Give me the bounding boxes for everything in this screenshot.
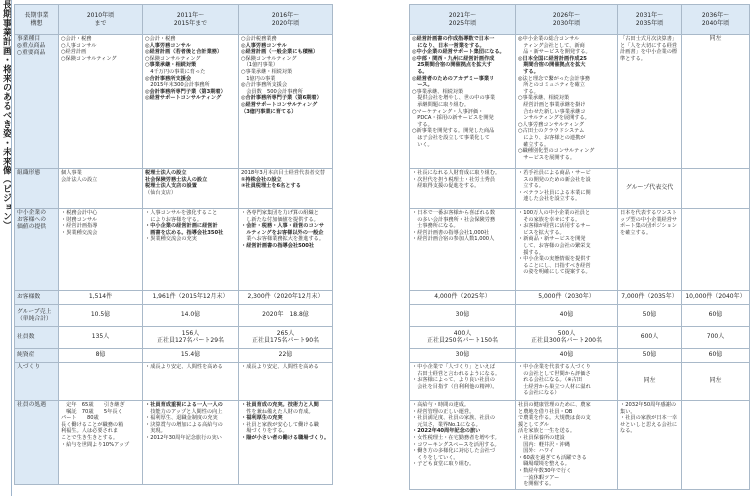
sales-value: 14.0億 [143, 305, 239, 327]
cell [618, 35, 682, 169]
cell-line: いく。 [412, 141, 433, 148]
cell-line: ・中小企業の経営計画に経営計 [145, 223, 218, 230]
cell-line: 画書を広める。指導会社350社 [145, 229, 224, 236]
cell-line: 「古田士式月次決算書」と「人を大切にする経営計画書」を中小企業の標準とする。 [620, 36, 678, 62]
cell-line: ・給与を世間より10%アップ [61, 441, 130, 448]
cell [516, 209, 618, 291]
assets-value: 22億 [239, 349, 333, 363]
cell-line: PDCA・採用の新サービスを開発 [412, 115, 494, 122]
cell-line: 25期間合宿の開催拠点を拡大す [412, 62, 492, 69]
cell-line: ンサルティングを展開する。 [518, 115, 590, 122]
staff-value: 500人 正社員300名パート200名 [516, 327, 618, 349]
cell-line: ○人事労務コンサルティング [518, 121, 584, 128]
assets-value: 30億 [410, 349, 516, 363]
cell [239, 169, 333, 209]
cell-line: ○事業承継、相続対策 [412, 88, 464, 95]
cell-line: 連した会社を設立する。 [518, 196, 581, 203]
cell-line: の会社として世間から評価さ [518, 370, 591, 377]
cell [410, 209, 516, 291]
cell [516, 363, 618, 401]
cell-line: くりをしていく。 [412, 454, 459, 461]
cell-line: 2015年末300会計事務所 [145, 82, 210, 89]
cell-line: ◎経営計画書の作成指導数で日本一 [412, 36, 495, 42]
cell-line: 古田士経営と言われるようになる。 [412, 370, 501, 377]
cell-line: ○保険コンサルティング [61, 55, 117, 62]
cell-line: ・中小企業で「人づくり」といえば [412, 364, 496, 370]
staff-value: 600人 [618, 327, 682, 349]
cell [410, 169, 516, 209]
cell-line: 所とのコミュニティを確立 [518, 82, 585, 89]
cell-line: （仙台支店） [145, 189, 177, 196]
cell-line: 国内：軽井沢・沖縄 [518, 441, 570, 448]
cell-line: ・高給与・時間の達成。 [412, 402, 470, 408]
customers-value: 4,000件（2025年） [410, 291, 516, 305]
cell-line: ・決算賞与の増加による高給与の [145, 421, 223, 428]
cell [516, 35, 618, 169]
cell-line: ◎中部・関西・九州に経営計画作成 [412, 55, 495, 62]
cell-line: ・2012年30周年記念旅行の実い [145, 434, 222, 441]
cell-line: 定年 65歳 引き継ぎ [61, 402, 125, 408]
cell-line: により、お客様との連携が [518, 134, 586, 141]
cell [682, 401, 750, 490]
header-2016-2020: 2016年〜 2020年頃 [239, 5, 333, 35]
cell-line: 技能力のアップと人間性の向上 [145, 408, 223, 415]
cell-line: ・福利厚生の充実 [241, 415, 283, 422]
staff-value: 700人 [682, 327, 750, 349]
cell-line: ○事業承継、相続対策 [518, 95, 570, 102]
cell-line: する。 [412, 121, 433, 128]
cell-line: ・会計・税務・人事・経営のコンサ [241, 223, 325, 230]
cell-line: ◎法と理念で繋がった会計事務 [518, 75, 590, 82]
cell-line: 国外：ハワイ [518, 448, 555, 455]
customers-value: 1,961件（2015年12月末） [143, 291, 239, 305]
cell-line: ・若手社員による商品・サービ [518, 170, 591, 176]
cell-line: 税理士法人の設立 [145, 170, 187, 176]
cell-line: ◎中小企業の経営サポート集団になる。 [412, 49, 505, 56]
cell-line: 日本を代表するワンストップ型の中小企業経営サポート集の団ポジションを確立する。 [620, 210, 678, 236]
cell-line: ・福利厚生、退職金制度の充実 [145, 415, 218, 422]
cell-line: 経取得支援の促進をする。 [412, 183, 480, 190]
people-value: ・成長より安定、人間性を高める [239, 363, 333, 401]
cell [59, 401, 143, 485]
cell-line: ・異業種交流会の充実 [145, 236, 197, 243]
cell-line: 業へお客様業務拡大を推進する。 [241, 236, 325, 243]
cell-line: ・社員保養所の建設 [518, 434, 565, 441]
cell [143, 169, 239, 209]
cell-line: ・60歳を過ぎても活躍できる [518, 454, 587, 461]
cell-line: スの開発のための新会社を設 [518, 176, 591, 183]
cell-line: ・社員満足度、社員の家族、社員の [412, 415, 496, 422]
cell-line: 4千万円の事業に育った [145, 68, 206, 75]
cell-line: グループ代表交代 [625, 184, 674, 192]
cell-line: ◎経営計画（若者後と合計業務） [145, 49, 223, 56]
cell-line: 立する。 [518, 183, 544, 190]
cell [618, 169, 682, 209]
row-label-treatment: 社員の処遇 [15, 401, 59, 485]
customers-value: 5,000件（2030年） [516, 291, 618, 305]
cell [239, 35, 333, 169]
cell-line: ・異業種交流会 [61, 229, 98, 236]
cell [682, 363, 750, 401]
cell-line: 同左 [709, 377, 722, 385]
sales-value: 2020年 18.8億 [239, 305, 333, 327]
row-label-value: 中小企業の お客様への 価値の提供 [15, 209, 59, 291]
cell-line: ◎人事労務コンサル [145, 42, 191, 49]
cell-line: （3億円事業に育てる） [241, 108, 297, 115]
cell-line: ・経営管理の正しい運営。 [412, 408, 475, 415]
people-value [59, 363, 143, 401]
cell [143, 35, 239, 169]
header-2010: 2010年頃 まで [59, 5, 143, 35]
cell [682, 35, 750, 169]
cell-line: る。 [412, 68, 428, 75]
cell-line: 会計法人の設立 [61, 176, 98, 183]
cell-line: ◎人事労務コンサル [241, 42, 287, 49]
cell-line: 援としてグル [518, 421, 549, 428]
cell-line: ○会計税務業務 [241, 36, 277, 42]
cell [59, 169, 143, 209]
cell-line: ビスを拡大する。 [518, 229, 565, 236]
customers-value: 7,000件（2035年） [618, 291, 682, 305]
cell-line: 会員数 500会計事務所 [241, 88, 303, 95]
cell-line: ・社員と家族が安心して働ける職 [241, 421, 319, 428]
cell-line: ○人事コンサル [61, 42, 97, 49]
cell-line: ・経営計画指導 [61, 223, 98, 230]
cell-line: ◎合計事務所専門子業（第6期着） [241, 95, 322, 102]
cell-line: 士事務所になる。 [412, 223, 459, 230]
cell-line: は子会社を設立して事業化して [412, 134, 490, 141]
cell-line: ・中小企業を代表する人づくり [518, 364, 591, 370]
cell-line: 士経営から巣立つ人材に溢れ [518, 383, 591, 390]
cell-line: 確立する。 [518, 141, 550, 148]
cell [410, 363, 516, 401]
vertical-title: 長期事業計画・将来のあるべき姿・未来像（ビジョン） [0, 0, 12, 496]
cell-line: ・次世代を担う税理士・社労士秀員 [412, 176, 496, 183]
cell-line: ◎中小企業の総合コンサル [518, 36, 580, 42]
cell-line: 品・新サービスを開発する。 [518, 49, 591, 56]
sales-value: 50億 [618, 305, 682, 327]
cell-line: ○事業承継・相続対策 [241, 68, 293, 75]
cell [618, 363, 682, 401]
cell [410, 401, 516, 490]
cell-line: 同左 [709, 35, 722, 42]
sales-value: 60億 [682, 305, 750, 327]
cell-line: ②社員税理士を6名とする [241, 183, 301, 190]
cell-line: 同左 [643, 377, 656, 385]
cell-line: ○マーケティング・人事評価・ [412, 108, 484, 115]
cell-line: る会社になる） [518, 390, 560, 397]
cell-line: ○事業承継・相続対策 [145, 62, 197, 69]
cell-line: ・経営計画合宿の参加人数1,000人 [412, 236, 495, 243]
cell-line: ◎経営計画（一般企業にも積極） [241, 49, 319, 56]
cell-line: 税理士法人支店の設置 [145, 183, 197, 190]
cell-line: ・経営計画書の指導会社1,000社 [412, 229, 490, 236]
cell-line: パート 80歳 [61, 415, 99, 422]
cell-line: ・中小企業の実態情報を提供す [518, 256, 591, 263]
cell-line: ・陽が小さい者の働ける職場づくり。 [241, 434, 330, 441]
cell-line: れる会社になる。（※古田 [518, 377, 582, 384]
cell-line: 承継問題に取り組む。 [412, 101, 470, 108]
cell-line: する。 [518, 68, 539, 75]
cell-line: ・お客様によって、より良い社員の [412, 377, 495, 384]
cell [143, 209, 239, 291]
cell-line: と農地を借り社員・OB [518, 408, 573, 415]
cell-line: ことで生き生きとする。 [61, 434, 119, 441]
cell [618, 209, 682, 291]
cell-line: ・社員育成の充実。技術力と人間 [241, 402, 319, 408]
cell-line: 1億円の事業 [241, 75, 276, 82]
people-value: ・成長より安定、人間性を高める [143, 363, 239, 401]
cell-line: になり、日本一営業をする。 [412, 42, 485, 49]
assets-value: 15.4億 [143, 349, 239, 363]
header-2036-2040: 2036年〜 2040年頃 [682, 5, 750, 35]
left-vision-table [14, 4, 333, 485]
cell-line: 職場環境を整える。 [518, 461, 570, 468]
cell-line: 利福生。人は必要されま [61, 428, 119, 435]
row-label-customers: お客様数 [15, 291, 59, 305]
cell-line: 一流休暇ツアー [518, 474, 560, 481]
cell-line: ◎合計事務所支援会 [145, 75, 192, 82]
cell [239, 209, 333, 291]
cell-line: ◎経営者のためのアカデミー事業リ [412, 75, 495, 82]
cell-line: 場づくりをする。 [241, 428, 288, 435]
cell-line: ・ベテラン社員による本業に関 [518, 189, 591, 196]
cell-line: ◎会計事務所専門子業（第3期着） [145, 88, 226, 95]
cell-line: ・社長になれる人財育成に取り組む。 [412, 170, 501, 176]
cell-line: （1億円事業） [241, 62, 279, 69]
cell [516, 169, 618, 209]
customers-value: 1,514件 [59, 291, 143, 305]
cell-line: ース。 [412, 82, 433, 89]
header-2021-2025: 2021年〜 2025年頃 [410, 5, 516, 35]
cell [682, 169, 750, 209]
header-2031-2035: 2031年〜 2035年頃 [618, 5, 682, 35]
customers-value: 10,000件（2040年） [682, 291, 750, 305]
cell-line: ○会計・税務 [145, 36, 176, 42]
cell-line: 元気さ、業界No.1になる。 [412, 421, 481, 428]
staff-value: 400人 正社員250名パート150名 [410, 327, 516, 349]
cell-line: ・女性税理士・在宅勤務者を増やす。 [412, 434, 500, 441]
cell-line: ・日本で一番お客様から喜ばれる数 [412, 210, 496, 216]
cell-line: ・働き方の多様化に対応した会社づ [412, 448, 496, 455]
staff-value: 135人 [59, 327, 143, 349]
assets-value: 50億 [618, 349, 682, 363]
cell-line: ・数経年数30年で行く [518, 467, 572, 474]
cell [59, 35, 143, 169]
assets-value: 60億 [682, 349, 750, 363]
cell-line: で農業を作る。大規農は食の支 [518, 415, 591, 422]
cell-line: ・社員の家族が日本一幸せといしと思える会社になる。 [620, 415, 678, 435]
cell-line: ・各専門家集団を力げ算の組織と [241, 210, 319, 216]
cell-line: 2018年3月本店目士経営代表者交替 [241, 170, 325, 176]
cell [410, 35, 516, 169]
row-label-people: 人づくり [15, 363, 59, 401]
cell-line: 期間合宿の開催拠点を拡大 [518, 62, 586, 69]
row-label-staff: 社員数 [15, 327, 59, 349]
staff-value: 156人 正社員127名パート29名 [143, 327, 239, 349]
cell [516, 401, 618, 490]
cell-line: 合わせた新しい事業承継コ [518, 108, 586, 115]
cell-line: ・税務会計中心 [61, 210, 98, 216]
cell-line: ①持株会社の設立 [241, 176, 282, 183]
header-concept: 長期事業 構想 [15, 5, 59, 35]
cell-line: の姿を明確にして提案する。 [518, 269, 591, 276]
cell-line: ◎日本全国に経営計画作成25 [518, 55, 587, 62]
cell-line: ・2022年40周年記念の旅い [412, 428, 481, 435]
cell-line: ・子ども食堂に取り組む。 [412, 461, 475, 468]
cell-line: ○保険コンサルティング [241, 55, 297, 62]
header-2011-2015: 2011年〜 2015年まで [143, 5, 239, 35]
cell-line: ・お客様が経営に活用するサー [518, 223, 591, 230]
cell-line: によりお客様を守る。 [145, 216, 203, 223]
header-2026-2030: 2026年〜 2030年頃 [516, 5, 618, 35]
cell-line: ◎経営サポートコンサルティング [241, 101, 318, 108]
cell-line: して、お客様の会社の繁栄支 [518, 242, 591, 249]
assets-value: 40億 [516, 349, 618, 363]
cell-line: 会社を目指す（自利利他の精神）。 [412, 383, 498, 390]
sales-value: 40億 [516, 305, 618, 327]
cell-line: ○会計・税務 [61, 36, 92, 42]
cell-line: その家族を幸せにする。 [518, 216, 581, 223]
cell-line: ◎合計事務所支援会 [241, 82, 288, 89]
cell-line: ○職種別化型のコンサルティング [518, 148, 595, 155]
cell-line: ・100万人の中小企業の社員と [518, 210, 591, 216]
row-label-org: 組織形態 [15, 169, 59, 209]
row-label-business: 事業種目 ◎重点商品 ○重要商品 [15, 35, 59, 169]
cell-line: 援する。 [518, 249, 544, 256]
cell-line: 社会保険労務士法人の設立 [145, 176, 208, 183]
cell [143, 401, 239, 485]
cell-line: 提供会社を増やし、世の中の事業 [412, 95, 496, 102]
cell-line: の多い会計事務所・社会保険労務 [412, 216, 496, 223]
right-vision-table [409, 4, 750, 490]
cell-line: ・社員育成重視による一人一人の [145, 402, 223, 408]
cell-line: ・人事コンサルを強化すること [145, 210, 218, 216]
cell-line: ・財務コンサル [61, 216, 98, 223]
cell-line: 経営計画と事業承継を掛け [518, 101, 586, 108]
cell-line: 長く働けることが職務の箱 [61, 421, 124, 428]
cell-line: ・2032年50周年感謝の集い。 [620, 402, 677, 415]
cell-line: ・コワーキングスペースを活用する。 [412, 441, 500, 448]
sales-value: 10.5億 [59, 305, 143, 327]
cell-line: ○保険コンサルティング [145, 55, 201, 62]
cell-line: し新たな付加価値を提供する。 [241, 216, 319, 223]
cell-line: ○経営計画 [61, 49, 87, 56]
cell-line: ・新商品・新サービスを開発 [518, 236, 586, 243]
cell-line: サービスを展開する。 [518, 154, 576, 161]
row-label-net-assets: 純資産 [15, 349, 59, 363]
cell-line: 社員の健康管理のために、農家 [518, 402, 591, 408]
cell-line: する。 [518, 88, 539, 95]
cell-line: ◎経営サポートコンサルティング [145, 95, 222, 102]
cell [59, 209, 143, 291]
cell-line: 実現。 [145, 428, 166, 435]
cell-line: ティング会社として、新商 [518, 42, 585, 49]
cell-line: を開催する。 [518, 481, 555, 488]
cell-line: 個人事業 [61, 170, 82, 176]
cell-line: ・経営計画書の指導会社500社 [241, 242, 315, 249]
cell [239, 401, 333, 485]
cell-line: 嘱託 70歳 5年長く [61, 408, 123, 415]
sales-value: 30億 [410, 305, 516, 327]
cell [682, 209, 750, 291]
row-label-group-sales: グループ売上 （単純合計） [15, 305, 59, 327]
assets-value: 8億 [59, 349, 143, 363]
staff-value: 265人 正社員175名パート90名 [239, 327, 333, 349]
cell-line: ることにし、日指すべき経営 [518, 262, 591, 269]
cell-line: ○新事業を開発する。開発した商品 [412, 128, 495, 135]
cell-line: ○古田士のクラウドシステム [518, 128, 585, 135]
cell [618, 401, 682, 490]
cell-line: 性を兼ね備えた人財の育成。 [241, 408, 314, 415]
cell-line: 活を家族と一生を送る。 [518, 428, 576, 435]
cell-line: ルティングをお客様以外の一般企 [241, 229, 324, 236]
customers-value: 2,300件（2020年12月末） [239, 291, 333, 305]
